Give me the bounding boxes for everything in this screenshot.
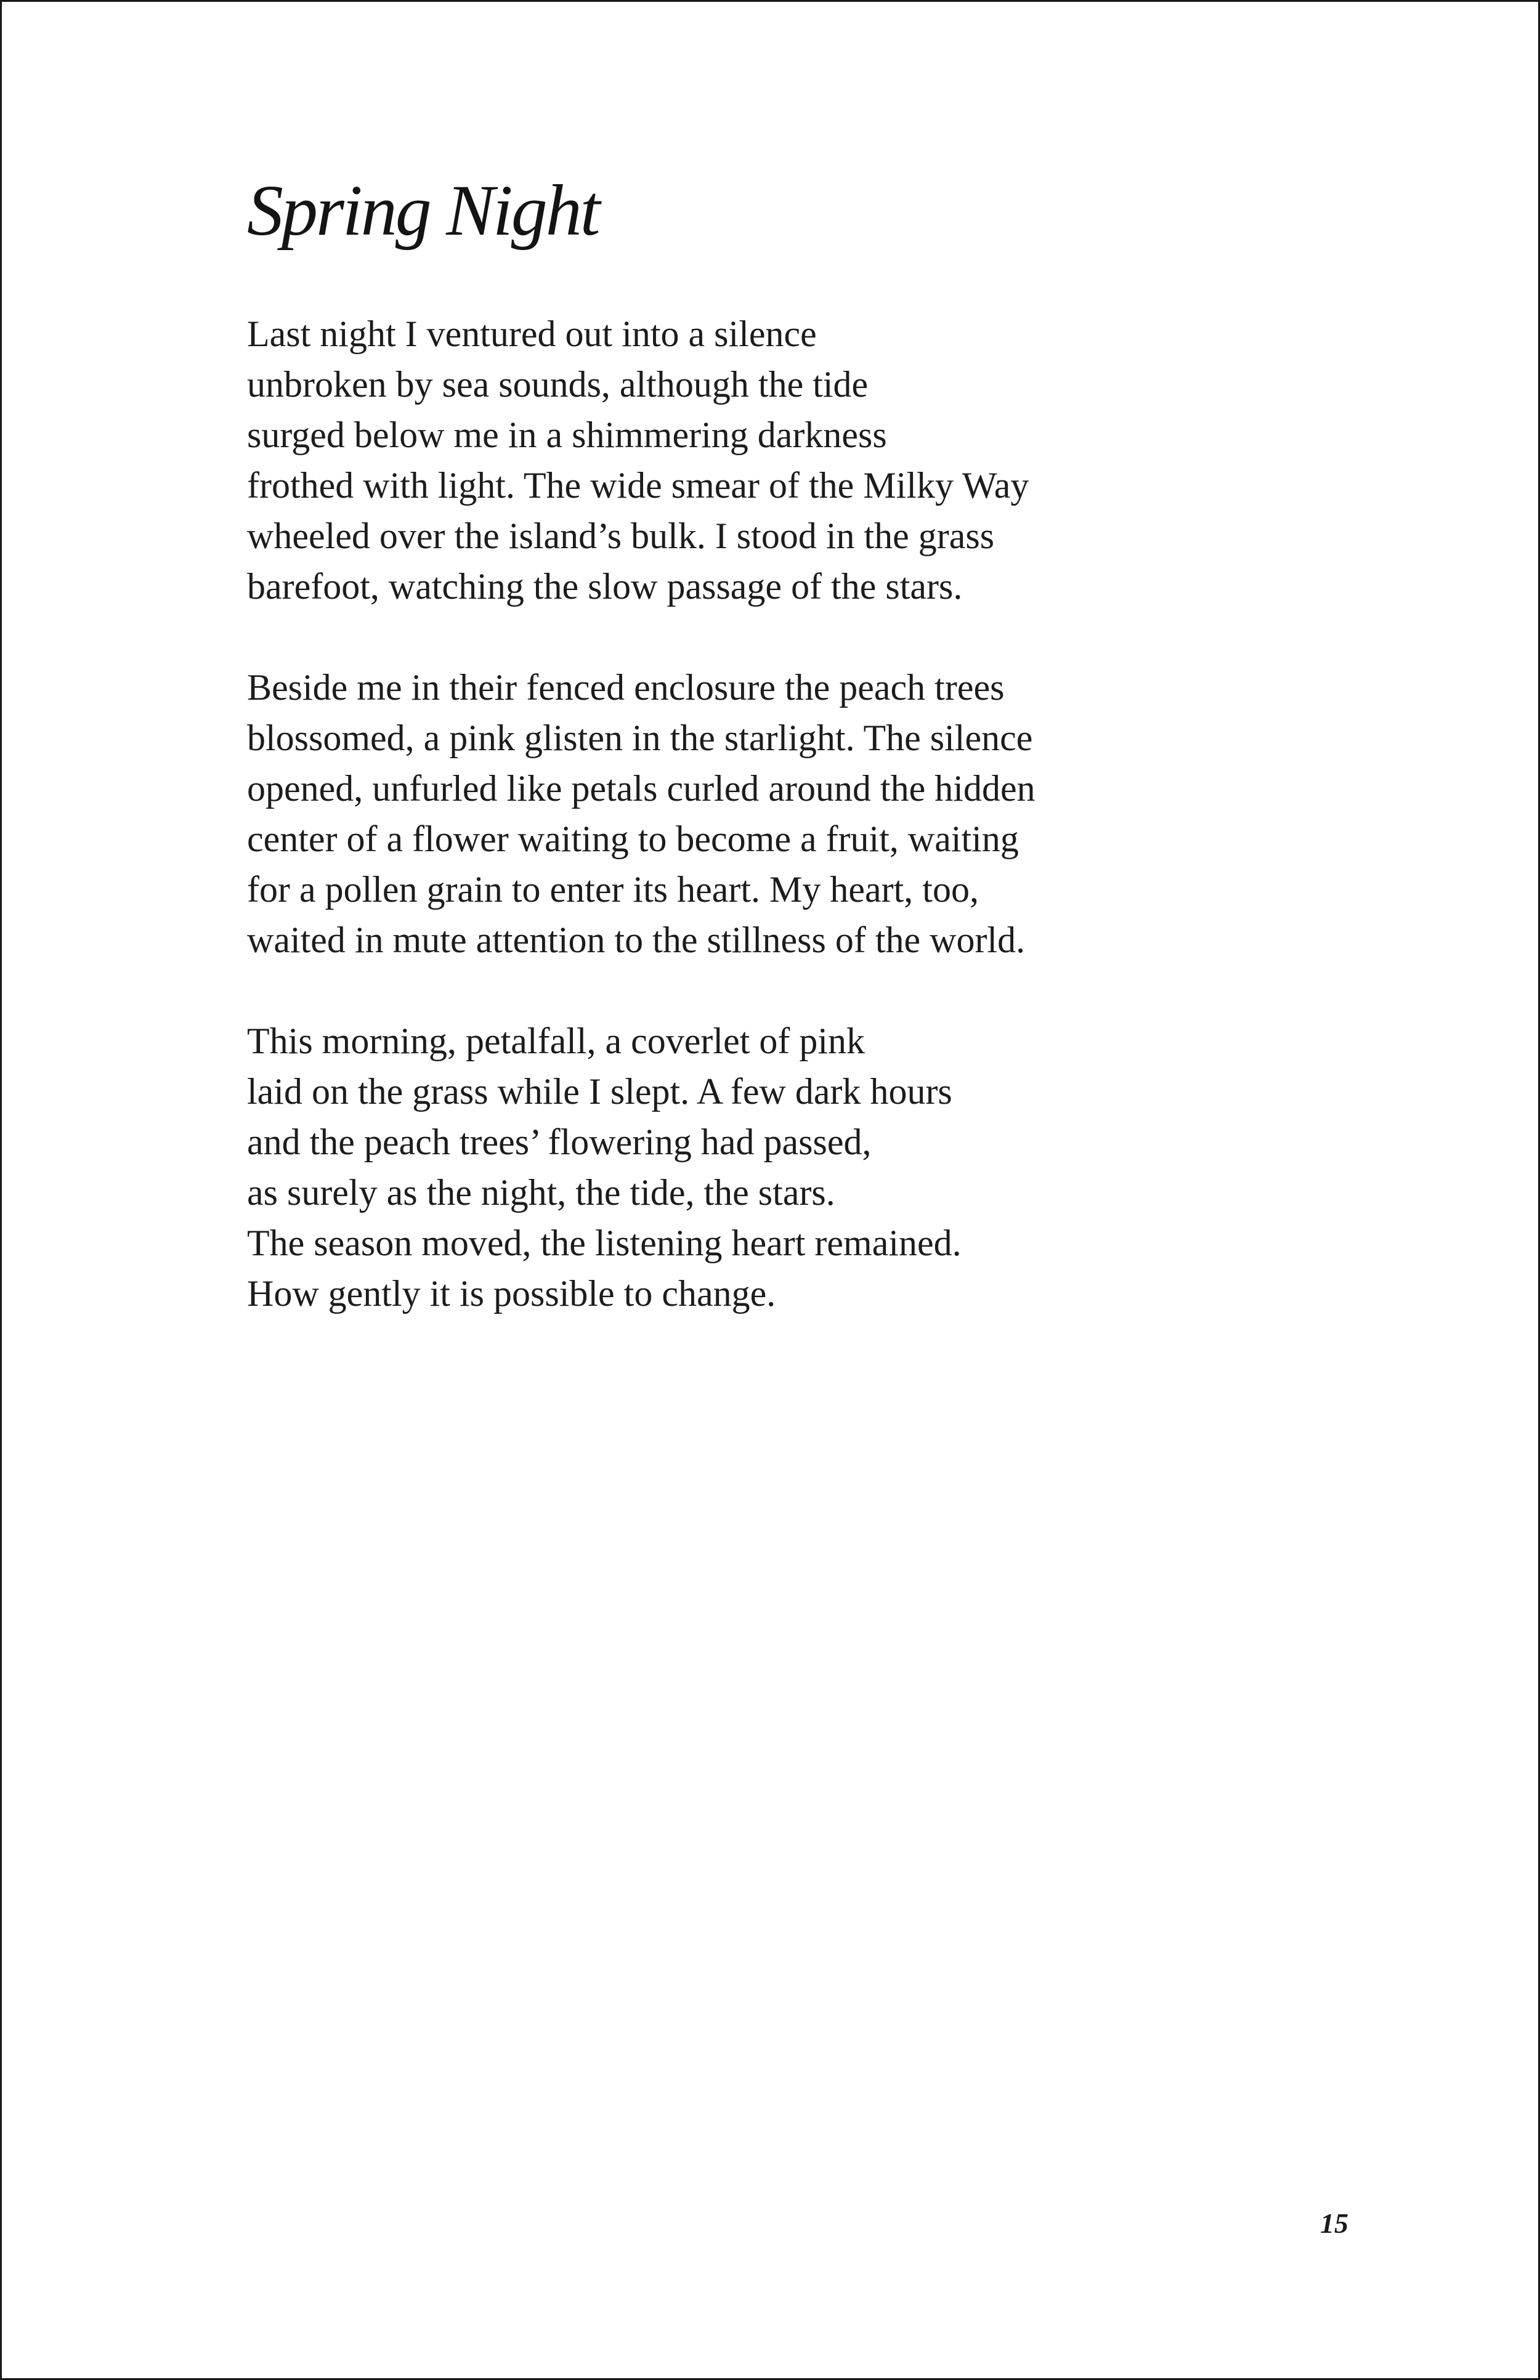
poem-line: barefoot, watching the slow passage of the stars. <box>247 566 963 607</box>
poem-line: unbroken by sea sounds, although the tide <box>247 364 869 405</box>
poem-line: center of a flower waiting to become a fruit, waiting <box>247 819 1019 859</box>
poem-line: This morning, petalfall, a coverlet of pink <box>247 1021 865 1061</box>
poem-line: laid on the grass while I slept. A few dark hours <box>247 1071 952 1112</box>
poem-line: blossomed, a pink glisten in the starlight. The silence <box>247 718 1033 758</box>
poem-line: waited in mute attention to the stillness of the world. <box>247 920 1026 960</box>
poem-line: frothed with light. The wide smear of the Milky Way <box>247 465 1029 506</box>
poem-line: How gently it is possible to change. <box>247 1273 776 1314</box>
poem-line: and the peach trees’ flowering had passed, <box>247 1122 872 1162</box>
poem-title: Spring Night <box>247 170 599 251</box>
poem-line: Beside me in their fenced enclosure the peach trees <box>247 667 1005 708</box>
poem-line: opened, unfurled like petals curled around the hidden <box>247 768 1035 809</box>
poem-line: as surely as the night, the tide, the stars. <box>247 1172 835 1213</box>
poem-line: The season moved, the listening heart remained. <box>247 1223 962 1263</box>
page-number: 15 <box>1320 2208 1348 2239</box>
poem-line: Last night I ventured out into a silence <box>247 314 817 354</box>
stanza-1 <box>247 309 1417 612</box>
stanza-2 <box>247 662 1417 965</box>
poem-body <box>247 309 1417 1369</box>
poem-line: wheeled over the island’s bulk. I stood in the grass <box>247 516 995 556</box>
stanza-3 <box>247 1016 1417 1319</box>
poem-line: surged below me in a shimmering darkness <box>247 415 887 455</box>
poem-line: for a pollen grain to enter its heart. My heart, too, <box>247 869 979 910</box>
